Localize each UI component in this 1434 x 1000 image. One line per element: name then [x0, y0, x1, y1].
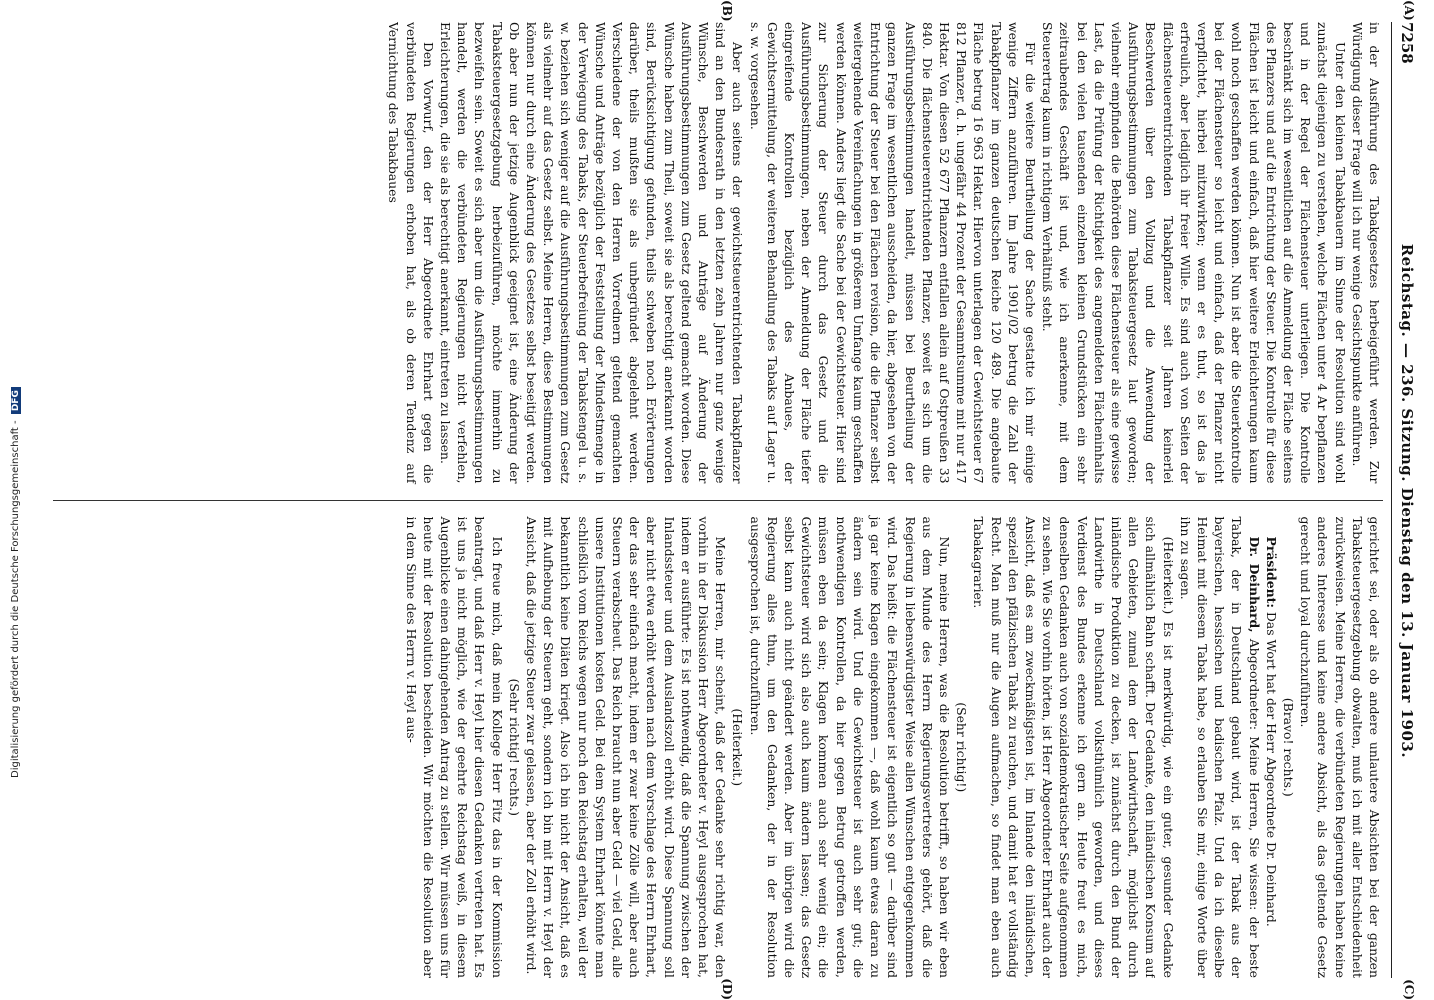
speaker-line	[1177, 517, 1263, 979]
footer-text: Digitalisierung gefördert durch die Deutsche Forschungsgemeinschaft -	[10, 420, 21, 778]
applause-note: (Heiterkeit.)	[730, 708, 746, 787]
president-text: Das Wort hat der Herr Abgeordnete Dr. Deinhard.	[1263, 611, 1279, 927]
margin-mark-a: (A)	[1402, 0, 1416, 21]
text-columns	[53, 22, 1383, 978]
margin-mark-b: (B)	[720, 0, 734, 22]
right-paragraph: Meine Herren, mir scheint, daß der Gedanke sehr richtig war, den vorhin in der Diskussion Herr Abgeordneter v. Heyl ausgesprochen hat, indem er ausführte: Es ist nothwendig, daß die Spannung zwischen der Inlandssteuer und dem Auslandszoll erhöht wird. Diese Spannung soll aber nicht etwa erhöht werden nach dem Vorschlage des Herrn Ehrhart, der das sehr einfach macht, indem er zwar keine Zölle will, aber auch Steuern verabscheut. Das Reich braucht nun aber Geld — viel Geld, alle unsere Institutionen kosten Geld. Bei dem System Ehrhart könnte man schließlich vom Reichs wegen nur noch den Reichstag erhalten, weil der bekanntlich keine Diäten kriegt. Also ich bin nicht der Ansicht, daß es mit Aufhebung der Steuern geht, sondern ich bin mit Herrn v. Heyl der Ansicht, daß die jetzige Steuer zwar gelassen, aber der Zoll erhöht wird.	[524, 516, 729, 978]
page-number: 7258	[1398, 22, 1416, 64]
margin-mark-c: (C)	[1402, 979, 1416, 1000]
speaker-text: Abgeordneter: Meine Herren, Sie wissen: der beste Tabak, der in Deutschland gebaut wird, ist der Tabak aus der bayerischen, hessischen und badischen Pfalz. Und da ich dieselbe Heimat mit diesem Tabak habe, so erlauben Sie mir, einige Worte über ihn zu sagen.	[1177, 516, 1262, 978]
left-paragraph: in der Ausführung des Tabakgesetzes herbeigeführt werden. Zur Würdigung dieser Frage will ich nur wenige Gesichtspunkte anführen.	[1349, 22, 1382, 484]
digitization-footer	[10, 378, 26, 778]
left-column	[53, 22, 1383, 500]
page-header	[1391, 22, 1416, 978]
dfg-logo: DFG	[11, 387, 21, 414]
left-paragraph: Den Vorwurf, den der Herr Abgeordnete Ehrhart gegen die verbündeten Regierungen erhoben hat, als ob deren Tendenz auf Vernichtung des Tabakbaues	[386, 22, 436, 484]
right-paragraph: Ich freue mich, daß mein Kollege Herr Fitz das in der Kommission beantragt, und daß Herr v. Heyl hier diesen Gedanken vertreten hat. Es ist uns ja nicht möglich, wie der geehrte Reichstag weiß, in diesem Augenblicke einen dahingehenden Antrag zu stellen. Wir müssen uns für heute mit der Resolution bescheiden. Wir möchten die Resolution aber in dem Sinne des Herrn v. Heyl aus-	[403, 516, 505, 978]
right-paragraph: Nun, meine Herren, was die Resolution betrifft, so haben wir eben aus dem Munde des Herrn Regierungsvertreters gehört, daß die Regierung in liebenswürdigster Weise allen Wünschen entgegenkommen wird. Das heißt: die Flächensteuer ist eigentlich so gut — darüber sind ja gar keine Klagen eingekommen —, daß wohl kaum etwas daran zu ändern sein wird. Und die Gewichtsteuer ist auch sehr gut; die nothwendigen Kontrollen, da hier gegen Betrug getroffen werden, müssen eben da sein; Klagen kommen auch sehr wenig ein; die Gewichtsteuer wird sich also auch kaum ändern lassen; das Gesetz selbst kann auch nicht geändert werden. Aber im übrigen wird die Regierung alles thun, um den Gedanken, der in der Resolution ausgesprochen ist, durchzuführen.	[747, 516, 952, 978]
applause-note: (Sehr richtig! rechts.)	[506, 678, 522, 816]
left-paragraph: Unter den kleinen Tabakbauern im Sinne der Resolution sind wohl zunächst diejenigen zu verstehen, welche Flächen unter 4 Ar bepflanzen und in der Regel der Flächensteuer unterliegen. Die Kontrolle beschränkt sich im wesentlichen auf die Anmeldung der Fläche seitens des Pflanzers und auf die Entrichtung der Steuer. Die Kontrolle für diese Flächen ist leicht und einfach, daß hier weitere Erleichterungen kaum wohl noch geschaffen werden können. Nun ist aber die Steuerkontrolle bei der Flächensteuer so leicht und einfach, daß der Pflanzer nicht verpflichtet, hierbei mitzuwirken; wenn er es thut, so ist das ja erfreulich, aber lediglich ihr freier Wille. Es sind auch von Seiten der flächensteuerentrichtenden Tabakpflanzer seit Jahren keinerlei Beschwerden über den Vollzug und die Anwendung der Ausführungsbestimmungen zum Tabaksteuergesetz laut geworden; vielmehr empfinden die Behörden diese Flächensteuer als eine gewisse Last, da die Prüfung der Richtigkeit des angemeldeten Flächeninhalts bei den vielen tausenden einzelnen kleinen Grundstücken ein sehr zeitraubendes Geschäft ist und, wie ich anerkenne, mit dem Steuerertrag kaum in richtigem Verhältniß steht.	[1040, 22, 1348, 484]
right-paragraph: (Heiterkeit.) Es ist merkwürdig, wie ein guter, gesunder Gedanke sich allmählich Bahn schafft. Der Gedanke, den inländischen Konsum auf allen Gebieten, zumal dem der Landwirthschaft, möglichst durch inländische Produktion zu decken, ist zunächst durch den Bund der Landwirthe in Deutschland volksthümlich geworden, und dieses Verdienst des Bundes erkenne ich gern an. Heute freut es mich, denselben Gedanken auch von sozialdemokratischer Seite aufgenommen zu sehen. Wie Sie vorhin hörten, ist Herr Abgeordneter Ehrhart auch der Ansicht, daß es am zweckmäßigsten ist, im Inlande den inländischen, speziell den pfälzischen Tabak zu rauchen, und damit hat er vollständig Recht. Man muß nur die Augen aufmachen, so findet man eben auch Tabakagrarier.	[971, 516, 1176, 978]
president-label: Präsident:	[1263, 536, 1279, 608]
right-paragraph: gerichtet sei, oder als ob andere unlautere Absichten bei der ganzen Tabaksteuergesetzgebung obwalten, muß ich mit aller Entschiedenheit zurückweisen. Meine Herren, die verbündeten Regierungen haben keine anderes Interesse und keine andere Absicht, als das geltende Gesetz gerecht und loyal durchzuführen.	[1298, 516, 1382, 978]
speaker-label: Dr. Deinhard,	[1246, 536, 1262, 633]
applause-note: (Sehr richtig!)	[954, 702, 970, 793]
speaker-line	[1263, 517, 1280, 979]
applause-note: (Bravo! rechts.)	[1280, 697, 1296, 797]
margin-mark-d: (D)	[720, 978, 734, 1000]
document-page	[30, 0, 1434, 1000]
session-title: Reichstag. — 236. Sitzung. Dienstag den 13. Januar 1903.	[1398, 243, 1416, 759]
left-paragraph: Aber auch seitens der gewichtsteuerentrichtenden Tabakpflanzer sind an den Bundesrath in den letzten zehn Jahren nur ganz wenige Wünsche, Beschwerden und Anträge auf Änderung der Ausführungsbestimmungen zum Gesetz geltend gemacht worden. Diese Wünsche haben zum Theil, soweit sie als berechtigt anerkannt worden sind, Berücksichtigung gefunden, theils schweben noch Erörterungen darüber, theils mußten sie als unbegründet abgelehnt werden. Verschiedene der von den Herren Vorrednern geltend gemachten Wünsche und Anträge bezüglich der Feststellung der Mindestmenge in der Verwiegung des Tabaks, der Steuerbefreiung der Tabakstengel u. s. w. beziehen sich weniger auf die Ausführungsbestimmungen zum Gesetz als vielmehr auf das Gesetz selbst. Meine Herren, diese Bestimmungen können nur durch eine Änderung des Gesetzes selbst beseitigt werden. Ob aber nun der jetzige Augenblick geeignet ist, eine Änderung der Tabaksteuergesetzgebung herbeizuführen, möchte immerhin zu bezweifeln sein. Soweit es sich aber um die Ausführungsbestimmungen handelt, werden die verbündeten Regierungen nicht verfehlen, Erleichterungen, die sie als berechtigt anerkannt, eintreten zu lassen.	[438, 22, 746, 484]
right-column	[53, 500, 1383, 979]
left-paragraph: Für die weitere Beurtheilung der Sache gestatte ich mir einige wenige Ziffern anzuführen. Im Jahre 1901/02 betrug die Zahl der Tabakpflanzer im ganzen deutschen Reiche 120 489. Die angebaute Fläche betrug 16 963 Hektar. Hiervon unterlagen der Gewichtsteuer 67 812 Pflanzer, d. h. ungefähr 44 Prozent der Gesammtsumme mit nur 417 Hektar. Von diesen 52 677 Pflanzern entfallen allein auf Ostpreußen 33 840. Die flächensteuerentrichtenden Pflanzer, soweit es sich um die Ausführungsbestimmungen handelt, müssen bei Beurtheilung der ganzen Frage im wesentlichen ausscheiden, da hier, abgesehen von der Entrichtung der Steuer bei den Flächen revision, die die Pflanzer selbst weitergehende Vereinfachungen in größerem Umfange kaum geschaffen werden können. Anders liegt die Sache bei der Gewichtsteuer. Hier sind zur Sicherung der Steuer durch das Gesetz und die Ausführungsbestimmungen, neben der Anmeldung der Fläche tiefer eingreifende Kontrollen bezüglich des Anbaues, der Gewichtsermittelung, der weiteren Behandlung des Tabaks auf Lager u. s. w. vorgesehen.	[747, 22, 1038, 484]
